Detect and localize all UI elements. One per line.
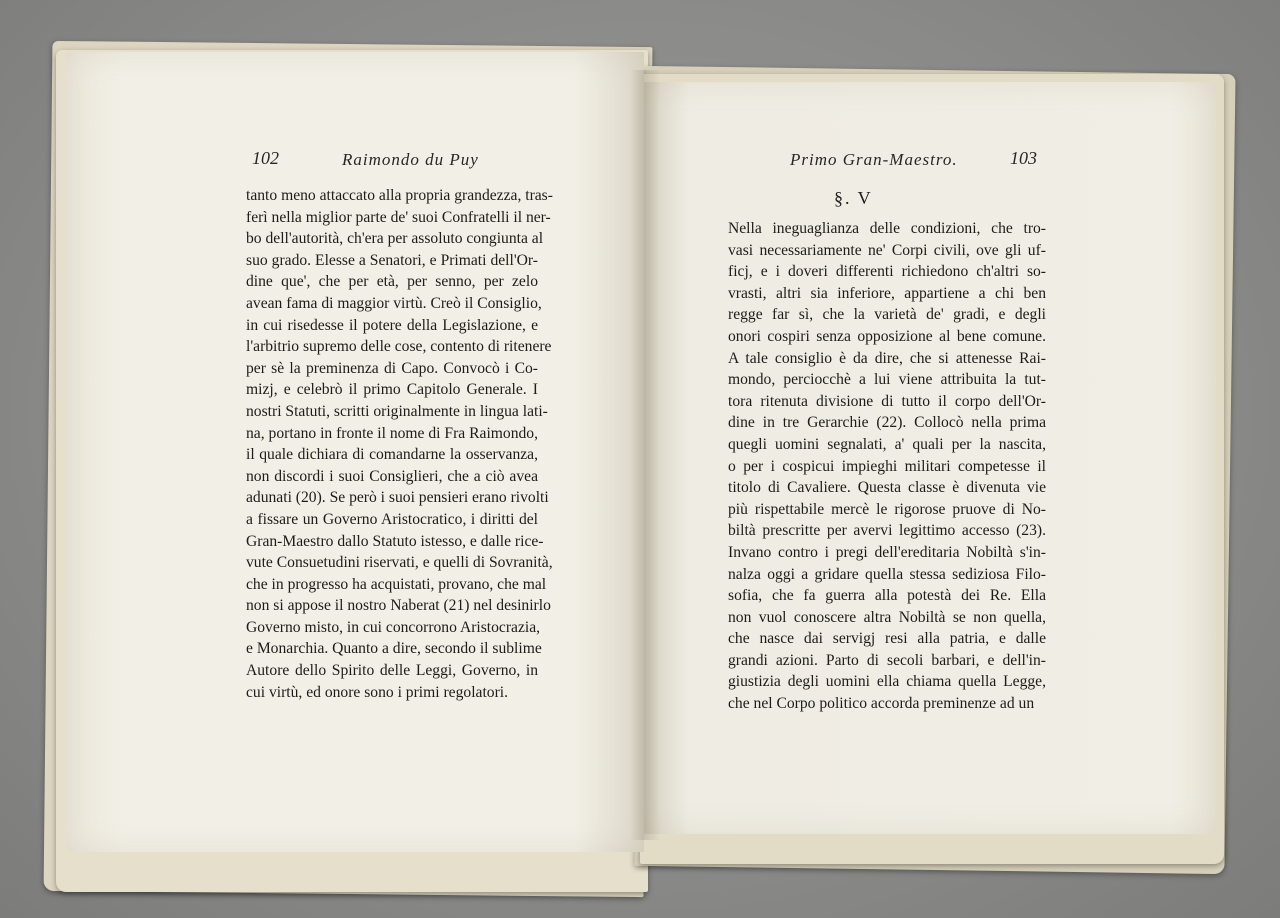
text-line: vrasti, altri sia inferiore, appartiene a chi ben <box>728 284 1046 302</box>
text-line: o per i cospicui impieghi militari competesse il <box>728 457 1046 475</box>
text-line: che in progresso ha acquistati, provano, che mal <box>246 575 547 593</box>
right-page-text <box>728 218 1046 715</box>
text-line: ferì nella miglior parte de' suoi Confratelli il ner- <box>246 208 551 226</box>
text-line: e Monarchia. Quanto a dire, secondo il sublime <box>246 640 542 658</box>
text-line: suo grado. Elesse a Senatori, e Primati dell'Or- <box>246 251 538 269</box>
text-line: Gran-Maestro dallo Statuto istesso, e dalle rice- <box>246 532 544 550</box>
text-line: tora ritenuta divisione di tutto il corpo dell'Or- <box>728 392 1046 410</box>
left-page-number: 102 <box>252 148 279 168</box>
text-line: l'arbitrio supremo delle cose, contento di ritenere <box>246 338 552 356</box>
text-line: grandi azioni. Parto di secoli barbari, e dell'in- <box>728 651 1046 669</box>
text-line: non vuol conoscere altra Nobiltà se non quella, <box>728 608 1046 626</box>
text-line: non si appose il nostro Naberat (21) nel desinirlo <box>246 597 551 615</box>
text-line: A tale consiglio è da dire, che si attenesse Rai- <box>728 349 1046 367</box>
text-line: avean fama di maggior virtù. Creò il Consiglio, <box>246 294 542 312</box>
text-line: ficj, e i doveri differenti richiedono ch'altri so- <box>728 263 1046 281</box>
text-line: giustizia degli uomini ella chiama quella Legge, <box>728 673 1046 691</box>
left-running-head: Raimondo du Puy <box>342 150 479 169</box>
text-line: vasi necessariamente ne' Corpi civili, ove gli uf- <box>728 241 1046 259</box>
text-line: che nel Corpo politico accorda preminenze ad un <box>728 695 1035 713</box>
right-page-number: 103 <box>1010 148 1037 168</box>
text-line: na, portano in fronte il nome di Fra Raimondo, <box>246 424 538 442</box>
text-line: nostri Statuti, scritti originalmente in lingua lati- <box>246 402 548 420</box>
text-line: che nasce dai servigj resi alla patria, e dalle <box>728 630 1046 648</box>
left-page-text <box>246 185 553 703</box>
text-line: cui virtù, ed onore sono i primi regolatori. <box>246 683 509 701</box>
text-line: mizj, e celebrò il primo Capitolo Generale. I <box>246 381 538 399</box>
text-line: vute Consuetudini riservati, e quelli di Sovranità, <box>246 554 553 572</box>
text-line: sofia, che fa guerra alla potestà dei Re. Ella <box>728 587 1046 605</box>
text-line: il quale dichiara di comandarne la osservanza, <box>246 446 538 464</box>
section-heading: §. V <box>834 188 873 208</box>
right-running-head: Primo Gran-Maestro. <box>790 150 958 169</box>
text-line: nalza oggi a gridare quella stessa sediziosa Filo- <box>728 565 1046 583</box>
text-line: quegli uomini segnalati, a' quali per la nascita, <box>728 435 1046 453</box>
text-line: a fissare un Governo Aristocratico, i diritti del <box>246 510 538 528</box>
text-line: più rispettabile mercè le rigorose pruove di No- <box>728 500 1046 518</box>
text-line: Nella ineguaglianza delle condizioni, che tro- <box>728 220 1046 237</box>
text-line: adunati (20). Se però i suoi pensieri erano rivolti <box>246 489 549 507</box>
text-line: regge far sì, che la varietà de' gradi, e degli <box>728 306 1046 324</box>
text-line: titolo di Cavaliere. Questa classe è divenuta vie <box>728 479 1046 497</box>
text-line: mondo, perciocchè a lui viene attribuita la tut- <box>728 371 1046 389</box>
text-line: non discordi i suoi Consiglieri, che a ciò avea <box>246 467 538 485</box>
text-line: Autore dello Spirito delle Leggi, Governo, in <box>246 662 538 680</box>
text-line: onori cospiri senza opposizione al bene comune. <box>728 327 1046 345</box>
book-gutter <box>630 70 660 840</box>
text-line: dine in tre Gerarchie (22). Collocò nella prima <box>728 414 1046 432</box>
text-line: in cui risedesse il potere della Legislazione, e <box>246 316 538 334</box>
text-line: bo dell'autorità, ch'era per assoluto congiunta al <box>246 230 544 248</box>
text-line: Governo misto, in cui concorrono Aristocrazia, <box>246 618 541 636</box>
text-line: Invano contro i pregi dell'ereditaria Nobiltà s'in- <box>728 543 1046 561</box>
text-line: biltà prescritte per avervi legittimo accesso (23). <box>728 522 1046 540</box>
text-line: tanto meno attaccato alla propria grandezza, tras- <box>246 187 553 204</box>
text-line: per sè la preminenza di Capo. Convocò i Co- <box>246 359 538 377</box>
text-line: dine que', che per età, per senno, per zelo <box>246 273 538 291</box>
